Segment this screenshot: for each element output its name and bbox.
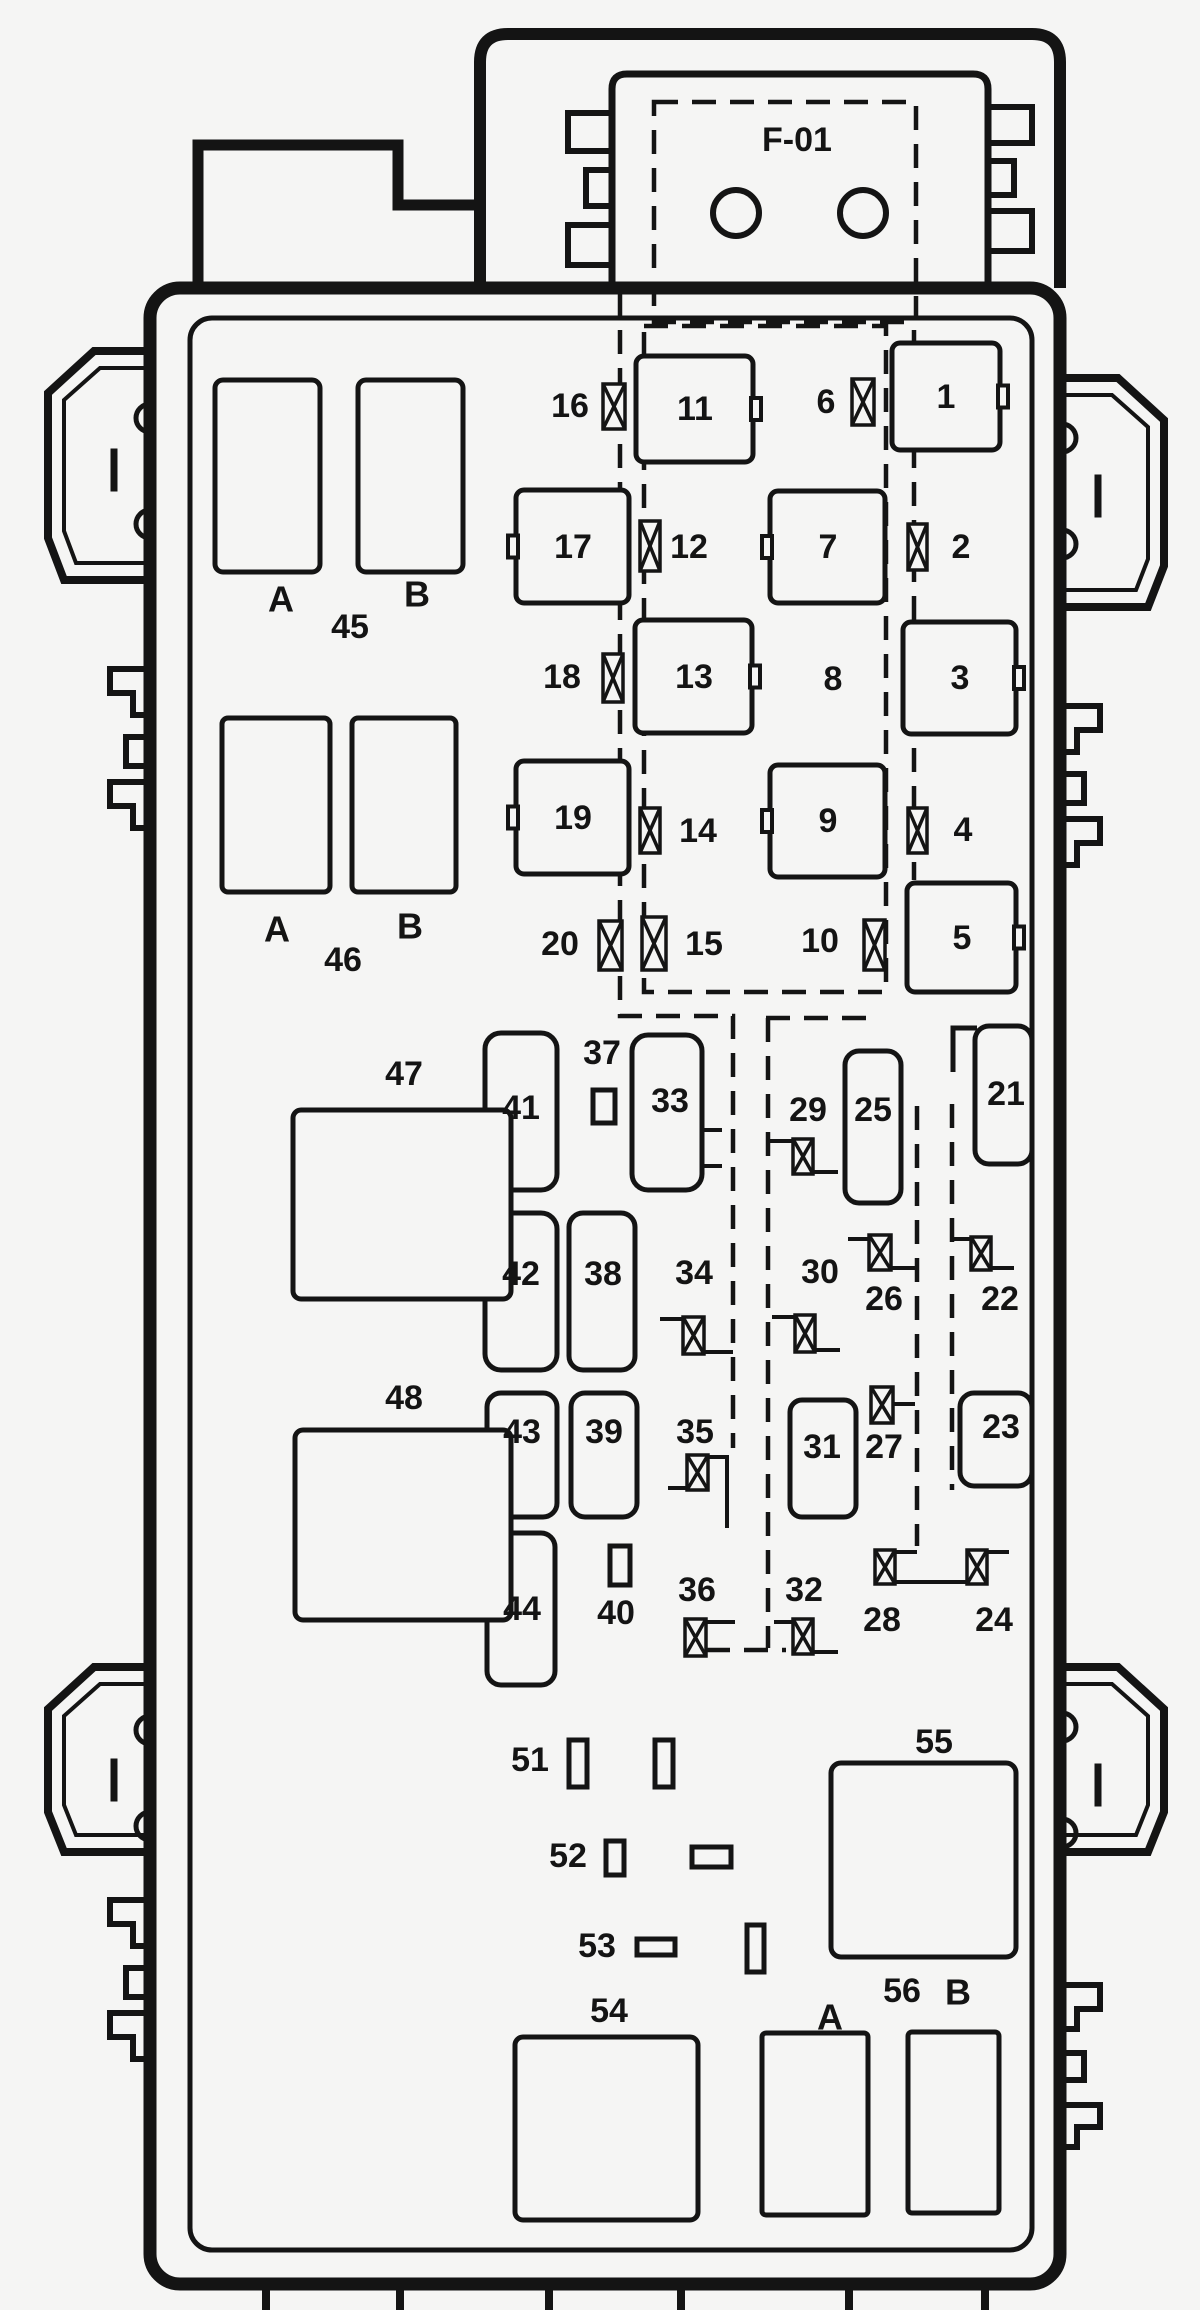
label-12: 12 [670, 528, 708, 566]
slot-box-9-tab [762, 810, 772, 832]
label-45b: B [404, 573, 430, 615]
fuse-27 [871, 1387, 893, 1423]
label-6: 6 [816, 383, 836, 421]
label-35: 35 [676, 1413, 714, 1451]
slot-icon-52b [692, 1847, 731, 1867]
label-7: 7 [818, 528, 838, 566]
slot-box-3-tab [1014, 667, 1024, 689]
fuse-22 [971, 1237, 991, 1270]
f01-terminal-left [713, 190, 759, 236]
label-24: 24 [975, 1601, 1013, 1639]
fuse-12 [640, 521, 660, 571]
label-21: 21 [987, 1075, 1025, 1113]
label-4: 4 [953, 811, 973, 849]
slot-box-5-tab [1014, 927, 1024, 949]
label-56b: B [945, 1971, 971, 2013]
label-30: 30 [801, 1253, 839, 1291]
fuse-10 [864, 920, 885, 970]
slot-icon-40 [610, 1546, 630, 1585]
label-17: 17 [554, 528, 592, 566]
label-2: 2 [951, 528, 971, 566]
fuse-6 [852, 379, 874, 425]
fuse-34 [683, 1317, 704, 1354]
slot-box-11-tab [751, 398, 761, 420]
label-15: 15 [685, 925, 723, 963]
fuse-18 [603, 654, 623, 702]
fuse-15 [642, 917, 666, 970]
label-46a: A [264, 908, 290, 950]
label-1: 1 [936, 378, 956, 416]
label-36: 36 [678, 1571, 716, 1609]
slot-icon-51a [569, 1740, 587, 1787]
label-25: 25 [854, 1091, 892, 1129]
label-34: 34 [675, 1254, 713, 1292]
fuse-28 [875, 1550, 895, 1584]
slot-icon-51b [655, 1740, 673, 1787]
fuse-36 [685, 1619, 706, 1656]
label-44: 44 [503, 1590, 541, 1628]
label-53: 53 [578, 1927, 616, 1965]
label-46: 46 [324, 941, 362, 979]
label-23: 23 [982, 1408, 1020, 1446]
step-block [198, 145, 478, 292]
label-3: 3 [950, 659, 970, 697]
label-9: 9 [818, 802, 838, 840]
label-45a: A [268, 578, 294, 620]
fuse-30 [795, 1315, 815, 1352]
label-27: 27 [865, 1428, 903, 1466]
label-11: 11 [677, 390, 713, 428]
label-41: 41 [502, 1089, 540, 1127]
relay-box-46a [222, 718, 330, 892]
label-37: 37 [583, 1034, 621, 1072]
relay-box-56a [762, 2033, 868, 2215]
slot-icon-53a [637, 1939, 675, 1955]
label-14: 14 [679, 812, 717, 850]
label-18: 18 [543, 658, 581, 696]
label-19: 19 [554, 799, 592, 837]
label-32: 32 [785, 1571, 823, 1609]
label-38: 38 [584, 1255, 622, 1293]
relay-box-46b [352, 718, 456, 892]
slot-box-19-tab [508, 807, 518, 829]
fuse-14 [640, 808, 660, 853]
relay-box-45b [358, 380, 463, 572]
label-5: 5 [952, 919, 972, 957]
label-8: 8 [823, 660, 843, 698]
label-56: 56 [883, 1972, 921, 2010]
label-20: 20 [541, 925, 579, 963]
label-42: 42 [502, 1255, 540, 1293]
slot-icon-52a [606, 1841, 624, 1875]
slot-icon-53b [747, 1925, 764, 1972]
label-51: 51 [511, 1741, 549, 1779]
label-22: 22 [981, 1280, 1019, 1318]
fuse-35 [687, 1455, 708, 1490]
label-54: 54 [590, 1992, 628, 2030]
relay-box-45a [215, 380, 320, 572]
fuse-29 [793, 1139, 813, 1174]
label-10: 10 [801, 922, 839, 960]
label-29: 29 [789, 1091, 827, 1129]
label-f01: F-01 [762, 121, 832, 159]
label-56a: A [817, 1996, 843, 2038]
label-40: 40 [597, 1594, 635, 1632]
slot-box-7-tab [762, 536, 772, 558]
label-39: 39 [585, 1413, 623, 1451]
slot-box-17-tab [508, 536, 518, 558]
label-48: 48 [385, 1379, 423, 1417]
fuse-20 [599, 921, 622, 970]
slot-icon-37 [593, 1090, 615, 1123]
label-52: 52 [549, 1837, 587, 1875]
slot-box-13-tab [750, 666, 760, 688]
label-16: 16 [551, 387, 589, 425]
fuse-16 [603, 384, 625, 429]
label-28: 28 [863, 1601, 901, 1639]
relay-box-48 [295, 1430, 511, 1620]
label-31: 31 [803, 1428, 841, 1466]
fuse-4 [908, 808, 927, 853]
fuse-2 [908, 524, 927, 570]
fuse-26 [869, 1235, 891, 1270]
label-55: 55 [915, 1723, 953, 1761]
label-33: 33 [651, 1082, 689, 1120]
fuse-32 [793, 1619, 813, 1654]
slot-box-39 [571, 1393, 637, 1517]
label-47: 47 [385, 1055, 423, 1093]
slot-box-1-tab [998, 386, 1008, 408]
fuse-24 [967, 1550, 987, 1584]
label-43: 43 [503, 1413, 541, 1451]
relay-box-47 [293, 1110, 511, 1299]
relay-box-54 [515, 2037, 698, 2220]
top-housing-inner [612, 74, 988, 288]
f01-terminal-right [840, 190, 886, 236]
relay-box-56b [908, 2032, 999, 2213]
label-13: 13 [675, 658, 713, 696]
label-46b: B [397, 905, 423, 947]
label-45: 45 [331, 608, 369, 646]
label-26: 26 [865, 1280, 903, 1318]
relay-box-55 [831, 1763, 1016, 1957]
